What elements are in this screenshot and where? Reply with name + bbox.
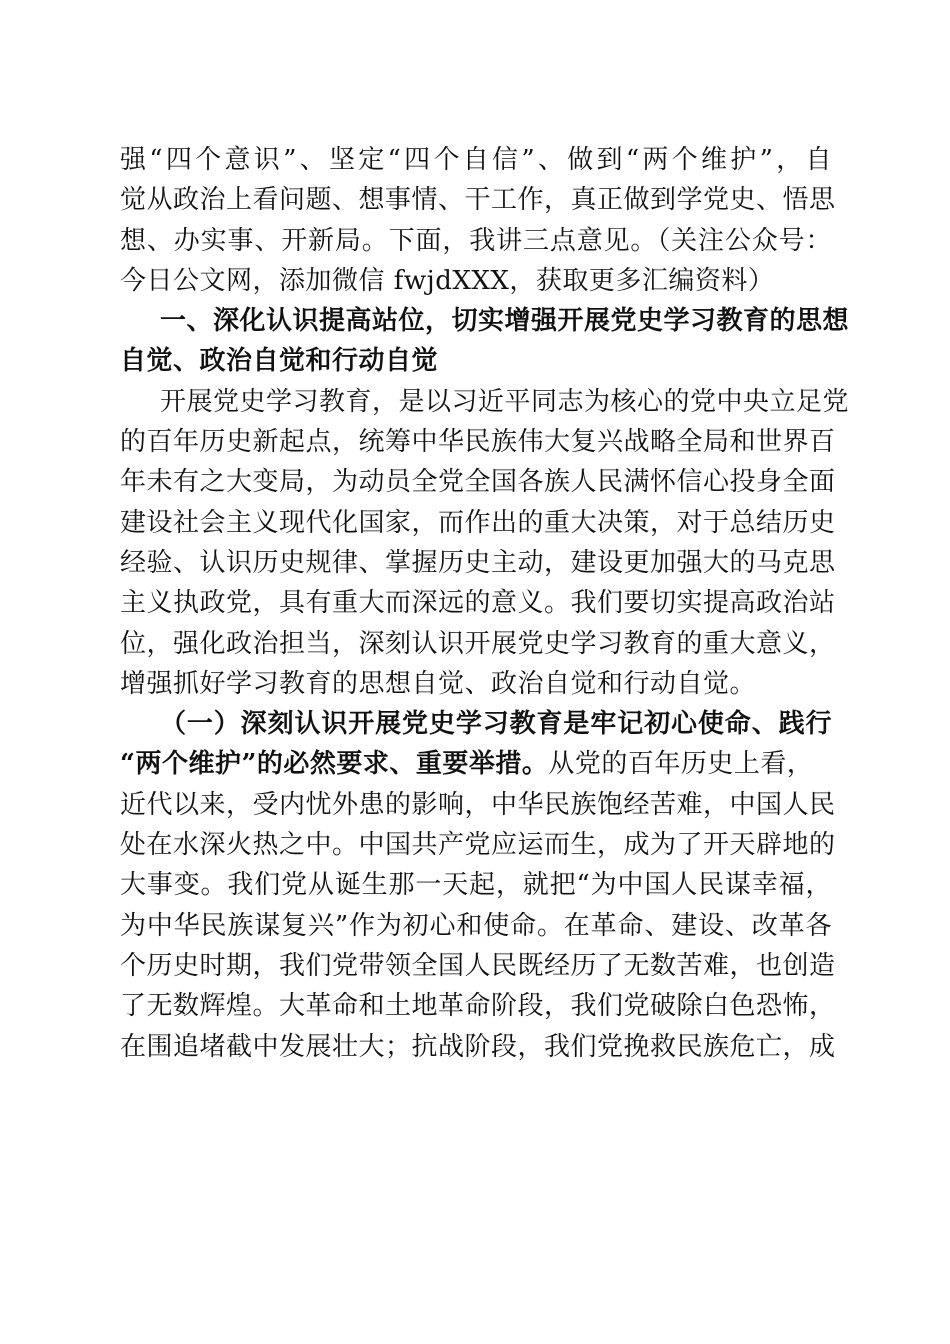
text-line: 为中华民族谋复兴”作为初心和使命。在革命、建设、改革各 <box>120 910 832 941</box>
text-line: 建设社会主义现代化国家，而作出的重大决策，对于总结历史 <box>120 507 836 538</box>
intro-paragraph <box>120 140 836 301</box>
text-line: 今日公文网，添加微信 fwjdXXX，获取更多汇编资料） <box>120 265 775 296</box>
text-line: 个历史时期，我们党带领全国人民既经历了无数苦难，也创造 <box>120 950 836 981</box>
text-line: 觉从政治上看问题、想事情、干工作，真正做到学党史、悟思 <box>120 185 836 216</box>
heading-line: 自觉、政治自觉和行动自觉 <box>120 346 439 377</box>
heading-line: 一、深化认识提高站位，切实增强开展党史学习教育的思想 <box>160 306 850 337</box>
text-line: 的百年历史新起点，统筹中华民族伟大复兴战略全局和世界百 <box>120 427 836 458</box>
text-line: 位，强化政治担当，深刻认识开展党史学习教育的重大意义， <box>120 628 836 659</box>
subheading-line: （一）深刻认识开展党史学习教育是牢记初心使命、践行 <box>160 709 832 740</box>
text-line: 想、办实事、开新局。下面，我讲三点意见。（关注公众号： <box>120 225 832 256</box>
text-line: 在围追堵截中发展壮大；抗战阶段，我们党挽救民族危亡，成 <box>120 1031 836 1062</box>
text-continuation: 从党的百年历史上看， <box>548 749 814 780</box>
text-line: 经验、认识历史规律、掌握历史主动，建设更加强大的马克思 <box>120 547 836 578</box>
text-line: 强“四个意识”、坚定“四个自信”、做到“两个维护”，自 <box>120 145 832 175</box>
text-line: 年未有之大变局，为动员全党全国各族人民满怀信心投身全面 <box>120 467 836 498</box>
subheading-tail: “两个维护”的必然要求、重要举措。 <box>120 749 549 780</box>
section-heading <box>120 301 850 382</box>
text-line <box>120 744 832 784</box>
subsection-paragraph <box>120 704 836 1067</box>
text-line: 了无数辉煌。大革命和土地革命阶段，我们党破除白色恐怖， <box>120 991 836 1022</box>
text-line: 增强抓好学习教育的思想自觉、政治自觉和行动自觉。 <box>120 668 757 699</box>
text-line: 开展党史学习教育，是以习近平同志为核心的党中央立足党 <box>160 386 850 417</box>
document-page <box>120 140 850 1067</box>
text-line: 处在水深火热之中。中国共产党应运而生，成为了开天辟地的 <box>120 830 836 861</box>
section-paragraph <box>120 382 850 704</box>
text-line: 近代以来，受内忧外患的影响，中华民族饱经苦难，中国人民 <box>120 789 836 820</box>
text-line: 大事变。我们党从诞生那一天起，就把“为中国人民谋幸福， <box>120 870 832 901</box>
text-line: 主义执政党，具有重大而深远的意义。我们要切实提高政治站 <box>120 588 836 619</box>
